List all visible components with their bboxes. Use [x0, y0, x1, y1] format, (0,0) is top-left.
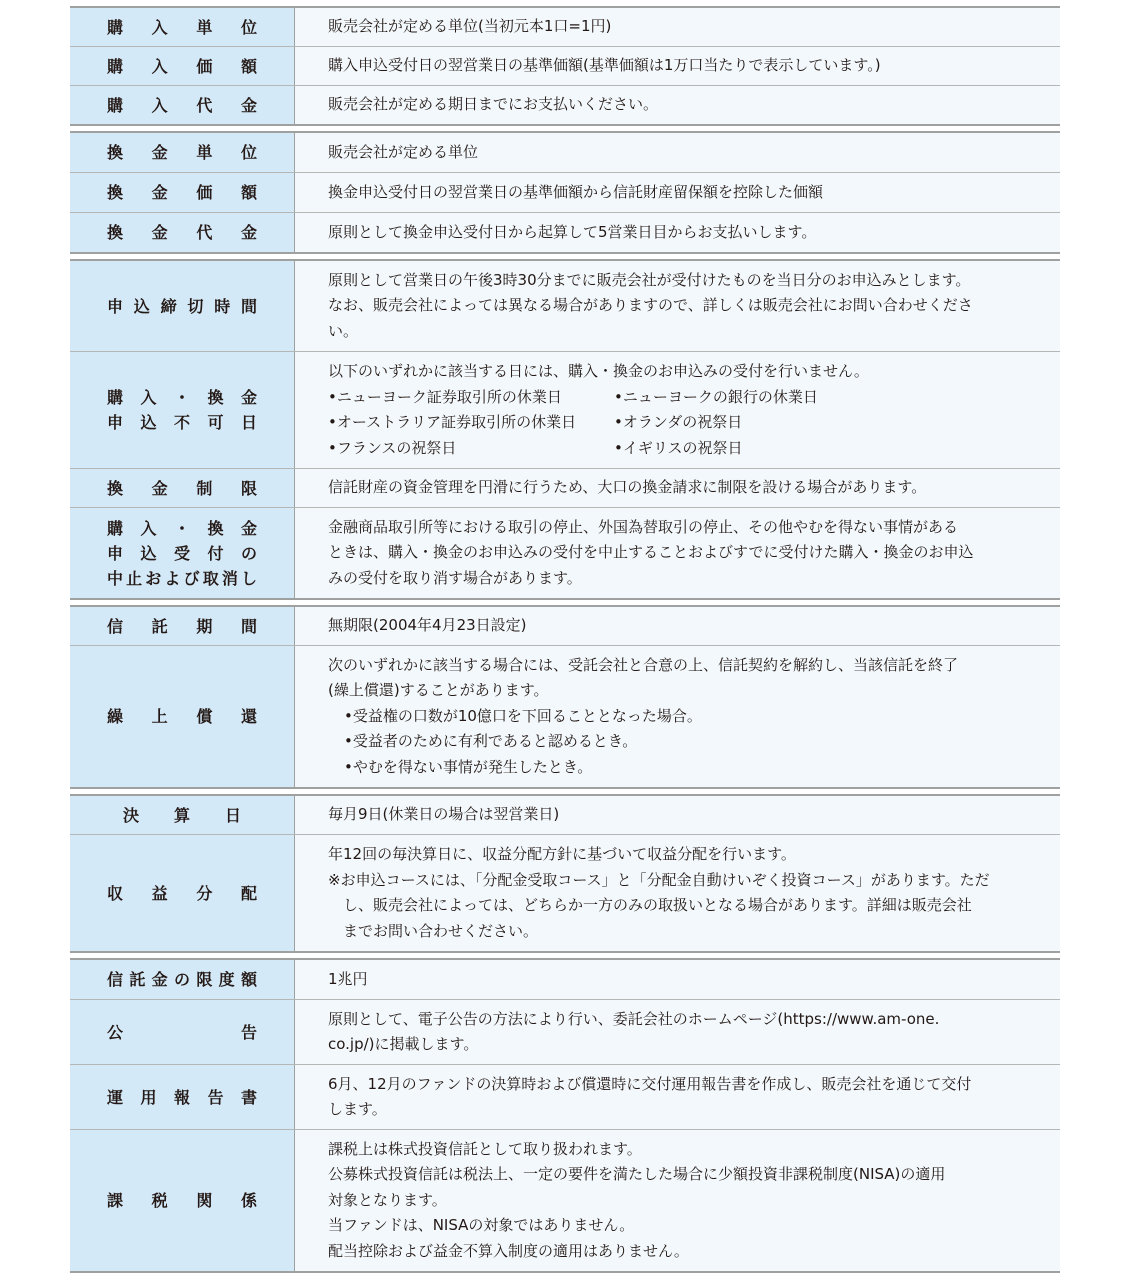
label-char: よ — [164, 568, 181, 588]
label-char: 受 — [173, 543, 190, 563]
label-char: 日 — [224, 805, 241, 825]
label-char: 込 — [133, 296, 150, 316]
row-value — [295, 1000, 1060, 1064]
label-char: 換 — [107, 478, 124, 498]
label-char: 購 — [107, 388, 124, 407]
redemption-group — [70, 131, 1060, 254]
label-char: 限 — [196, 970, 213, 989]
condition-item: •受益者のために有利であると認めるとき。 — [344, 732, 638, 751]
value-line: 販売会社が定める単位(当初元本1口=1円) — [328, 17, 612, 36]
row-label — [70, 646, 295, 787]
label-char: 換 — [107, 143, 124, 162]
row-label — [70, 86, 295, 124]
row-label — [70, 960, 295, 999]
label-char: 係 — [240, 1191, 257, 1210]
label-char: 告 — [240, 1022, 257, 1042]
label-char: 入 — [151, 95, 168, 115]
label-char: 購 — [107, 17, 124, 37]
label-char: 度 — [218, 970, 235, 989]
holiday-list-row — [328, 436, 1050, 462]
label-char: 入 — [140, 388, 157, 407]
label-char: 単 — [196, 17, 213, 37]
label-char: 取 — [202, 568, 219, 588]
row-value — [295, 261, 1060, 351]
label-char: 益 — [151, 883, 168, 903]
label-char: 締 — [160, 296, 177, 316]
label-char: ・ — [173, 518, 190, 538]
label-char: の — [173, 970, 190, 989]
public-notice-row — [70, 999, 1060, 1064]
redemption-limit-row — [70, 468, 1060, 507]
label-char: 制 — [196, 478, 213, 498]
value-line: い。 — [328, 321, 359, 340]
label-char: 運 — [107, 1087, 124, 1107]
condition-item: •やむを得ない事情が発生したとき。 — [344, 757, 593, 776]
label-char: 額 — [240, 183, 257, 202]
label-char: 換 — [107, 183, 124, 202]
label-line — [107, 1188, 257, 1213]
value-line: 販売会社が定める期日までにお支払いください。 — [328, 95, 659, 114]
label-line — [107, 410, 257, 435]
value-line: 次のいずれかに該当する場合には、受託会社と合意の上、信託契約を解約し、当該信託を終了 — [328, 655, 959, 674]
value-line: 配当控除および益金不算入制度の適用はありません。 — [328, 1241, 689, 1260]
value-line: 販売会社が定める単位 — [328, 142, 479, 161]
label-char: 金 — [240, 388, 257, 407]
row-label — [70, 47, 295, 85]
value-line: 以下のいずれかに該当する日には、購入・換金のお申込みの受付を行いません。 — [328, 362, 869, 380]
value-line: 1兆円 — [328, 969, 368, 988]
label-char: 託 — [129, 970, 146, 989]
label-char: 収 — [107, 883, 124, 903]
row-label — [70, 1000, 295, 1064]
early-redemption-row — [70, 645, 1060, 787]
label-char: 用 — [140, 1087, 157, 1107]
value-line: 課税上は株式投資信託として取り扱われます。 — [328, 1139, 642, 1158]
row-label — [70, 213, 295, 252]
purchase-payment-row — [70, 85, 1060, 124]
label-line — [107, 476, 257, 501]
label-line — [107, 1085, 257, 1110]
label-char: 時 — [214, 296, 231, 316]
label-line — [107, 180, 257, 205]
label-char: 消 — [221, 568, 238, 588]
label-char: 託 — [151, 616, 168, 636]
label-char: 期 — [196, 616, 213, 636]
application-group — [70, 259, 1060, 600]
label-char: 位 — [240, 17, 257, 37]
value-line: なお、販売会社によっては異なる場合がありますので、詳しくは販売会社にお問い合わせくださ — [328, 296, 973, 315]
label-line — [107, 541, 257, 566]
value-line: 対象となります。 — [328, 1190, 447, 1209]
label-char: 申 — [107, 543, 124, 563]
taxation-row — [70, 1129, 1060, 1271]
trust-period-row — [70, 607, 1060, 645]
label-char: お — [145, 568, 162, 588]
label-char: 税 — [151, 1191, 168, 1210]
row-value — [295, 835, 1060, 951]
row-value — [295, 607, 1060, 645]
label-line — [107, 704, 257, 729]
row-value — [295, 960, 1060, 999]
label-char: 購 — [107, 95, 124, 115]
label-char: 申 — [107, 413, 124, 432]
label-char: 信 — [107, 970, 124, 989]
label-char: 書 — [240, 1087, 257, 1107]
row-value — [295, 508, 1060, 598]
label-char: 申 — [107, 296, 124, 316]
holiday-item: •オーストラリア証券取引所の休業日 — [328, 413, 577, 431]
label-char: 金 — [240, 95, 257, 115]
label-char: の — [240, 543, 257, 563]
value-line: ときは、購入・換金のお申込みの受付を中止することおよびすでに受付けた購入・換金のお申込 — [328, 543, 974, 562]
note-line: ※お申込コースには、「分配金受取コース」と「分配金自動けいぞく投資コース」があります。ただ — [328, 870, 990, 889]
row-label — [70, 508, 295, 598]
row-label — [70, 352, 295, 468]
row-label — [70, 1130, 295, 1271]
row-value — [295, 796, 1060, 834]
holiday-item: •オランダの祝祭日 — [614, 413, 743, 431]
redemption-unit-row — [70, 133, 1060, 172]
label-char: 額 — [240, 56, 257, 76]
label-char: 代 — [196, 223, 213, 242]
label-char: 単 — [196, 143, 213, 162]
deadline-row — [70, 261, 1060, 351]
label-line — [107, 15, 257, 40]
value-line: 無期限(2004年4月23日設定) — [328, 616, 527, 635]
label-line — [107, 220, 257, 245]
holiday-item: •イギリスの祝祭日 — [614, 438, 743, 457]
label-line — [107, 294, 257, 319]
redemption-price-row — [70, 172, 1060, 212]
holiday-item: •ニューヨークの銀行の休業日 — [614, 387, 818, 406]
value-line: 当ファンドは、NISAの対象ではありません。 — [328, 1216, 635, 1235]
label-char: 公 — [107, 1022, 124, 1042]
value-line: みの受付を取り消す場合があります。 — [328, 568, 582, 587]
term-group — [70, 605, 1060, 789]
label-line — [107, 803, 257, 828]
label-char: 代 — [196, 95, 213, 115]
row-label — [70, 261, 295, 351]
row-value — [295, 133, 1060, 172]
label-char: 価 — [196, 56, 213, 76]
value-line: 購入申込受付日の翌営業日の基準価額(基準価額は1万口当たりで表示しています。) — [328, 56, 881, 75]
row-label — [70, 835, 295, 951]
label-char: 信 — [107, 616, 124, 636]
label-line — [107, 881, 257, 906]
label-line — [107, 1020, 257, 1045]
value-line: 金融商品取引所等における取引の停止、外国為替取引の停止、その他やむを得ない事情がある — [328, 517, 959, 536]
row-value — [295, 47, 1060, 85]
settlement-group — [70, 794, 1060, 953]
value-line: 毎月9日(休業日の場合は翌営業日) — [328, 805, 560, 824]
label-char: 込 — [140, 543, 157, 563]
label-line — [107, 566, 257, 591]
row-label — [70, 173, 295, 212]
label-char: 換 — [207, 518, 224, 538]
condition-item: •受益権の口数が10億口を下回ることとなった場合。 — [344, 706, 702, 725]
value-line: 原則として営業日の午後3時30分までに販売会社が受付けたものを当日分のお申込みとします。 — [328, 270, 971, 289]
value-line: 原則として、電子公告の方法により行い、委託会社のホームページ(https://www.am-one. — [328, 1009, 940, 1028]
label-char: 間 — [240, 296, 257, 316]
label-line — [107, 516, 257, 541]
value-line: (繰上償還)することがあります。 — [328, 681, 549, 700]
purchase-group — [70, 6, 1060, 126]
row-value — [295, 173, 1060, 212]
label-char: び — [183, 568, 200, 588]
label-line — [107, 93, 257, 118]
label-char: 金 — [240, 518, 257, 538]
label-char: 金 — [151, 970, 168, 989]
row-value — [295, 352, 1060, 468]
note-line: までお問い合わせください。 — [343, 921, 539, 940]
label-char: 繰 — [107, 707, 124, 726]
label-char: 課 — [107, 1191, 124, 1210]
label-char: 付 — [207, 543, 224, 563]
label-line — [107, 140, 257, 165]
management-report-row — [70, 1064, 1060, 1129]
label-char: 還 — [240, 707, 257, 726]
value-line: 6月、12月のファンドの決算時および償還時に交付運用報告書を作成し、販売会社を通じて交付 — [328, 1074, 972, 1093]
holiday-item: •ニューヨーク証券取引所の休業日 — [328, 387, 562, 406]
distribution-row — [70, 834, 1060, 951]
label-char: 償 — [196, 707, 213, 726]
label-line — [107, 385, 257, 410]
label-char: 金 — [151, 183, 168, 202]
label-char: 額 — [240, 970, 257, 989]
value-line: 信託財産の資金管理を円滑に行うため、大口の換金請求に制限を設ける場合があります。 — [328, 478, 927, 497]
label-char: 金 — [151, 223, 168, 242]
label-char: 配 — [240, 883, 257, 903]
row-value — [295, 1065, 1060, 1129]
purchase-price-row — [70, 46, 1060, 85]
label-line — [107, 967, 257, 992]
label-char: 不 — [173, 413, 190, 432]
redemption-payment-row — [70, 212, 1060, 252]
value-line: 公募株式投資信託は税法上、一定の要件を満たした場合に少額投資非課税制度(NISA)の適用 — [328, 1165, 946, 1184]
fund-terms-table — [70, 6, 1060, 1278]
label-char: 上 — [151, 707, 168, 726]
label-char: 金 — [151, 478, 168, 498]
label-char: 報 — [173, 1087, 190, 1107]
row-value — [295, 646, 1060, 787]
row-label — [70, 133, 295, 172]
purchase-unit-row — [70, 8, 1060, 46]
label-char: 日 — [240, 413, 257, 432]
row-value — [295, 86, 1060, 124]
label-char: 限 — [240, 478, 257, 498]
label-char: 購 — [107, 56, 124, 76]
row-label — [70, 469, 295, 507]
holiday-list-row — [328, 410, 1050, 436]
value-line: co.jp/)に掲載します。 — [328, 1035, 479, 1053]
row-value — [295, 469, 1060, 507]
value-line: します。 — [328, 1100, 387, 1118]
label-line — [107, 54, 257, 79]
row-value — [295, 8, 1060, 46]
label-char: 購 — [107, 518, 124, 538]
label-char: 金 — [151, 143, 168, 162]
label-char: し — [240, 568, 257, 588]
unavailable-days-row — [70, 351, 1060, 468]
row-value — [295, 213, 1060, 252]
holiday-item: •フランスの祝祭日 — [328, 438, 457, 457]
row-label — [70, 796, 295, 834]
other-group — [70, 958, 1060, 1273]
label-char: 関 — [196, 1191, 213, 1210]
label-char: 入 — [151, 17, 168, 37]
label-char: 価 — [196, 183, 213, 202]
label-char: 間 — [240, 616, 257, 636]
label-char: 切 — [187, 296, 204, 316]
label-char: 入 — [151, 56, 168, 76]
label-line — [107, 614, 257, 639]
suspension-row — [70, 507, 1060, 598]
value-line: 年12回の毎決算日に、収益分配方針に基づいて収益分配を行います。 — [328, 845, 796, 863]
holiday-list-row — [328, 385, 1050, 411]
value-line: 原則として換金申込受付日から起算して5営業日目からお支払いします。 — [328, 222, 817, 241]
row-value — [295, 1130, 1060, 1271]
label-char: 算 — [173, 805, 190, 825]
row-label — [70, 1065, 295, 1129]
settlement-date-row — [70, 796, 1060, 834]
row-label — [70, 607, 295, 645]
label-char: 止 — [126, 568, 143, 588]
label-char: 換 — [107, 223, 124, 242]
trust-limit-row — [70, 960, 1060, 999]
label-char: 位 — [240, 143, 257, 162]
value-line: 換金申込受付日の翌営業日の基準価額から信託財産留保額を控除した価額 — [328, 182, 824, 201]
label-char: 金 — [240, 223, 257, 242]
label-char: 込 — [140, 413, 157, 432]
note-line: し、販売会社によっては、どちらか一方のみの取扱いとなる場合があります。詳細は販売会社 — [343, 896, 972, 914]
label-char: 中 — [107, 568, 124, 588]
label-char: ・ — [173, 388, 190, 407]
label-char: 入 — [140, 518, 157, 538]
label-char: 分 — [196, 883, 213, 903]
label-char: 可 — [207, 413, 224, 432]
label-char: 決 — [123, 805, 140, 825]
row-label — [70, 8, 295, 46]
label-char: 換 — [207, 388, 224, 407]
label-char: 告 — [207, 1087, 224, 1107]
